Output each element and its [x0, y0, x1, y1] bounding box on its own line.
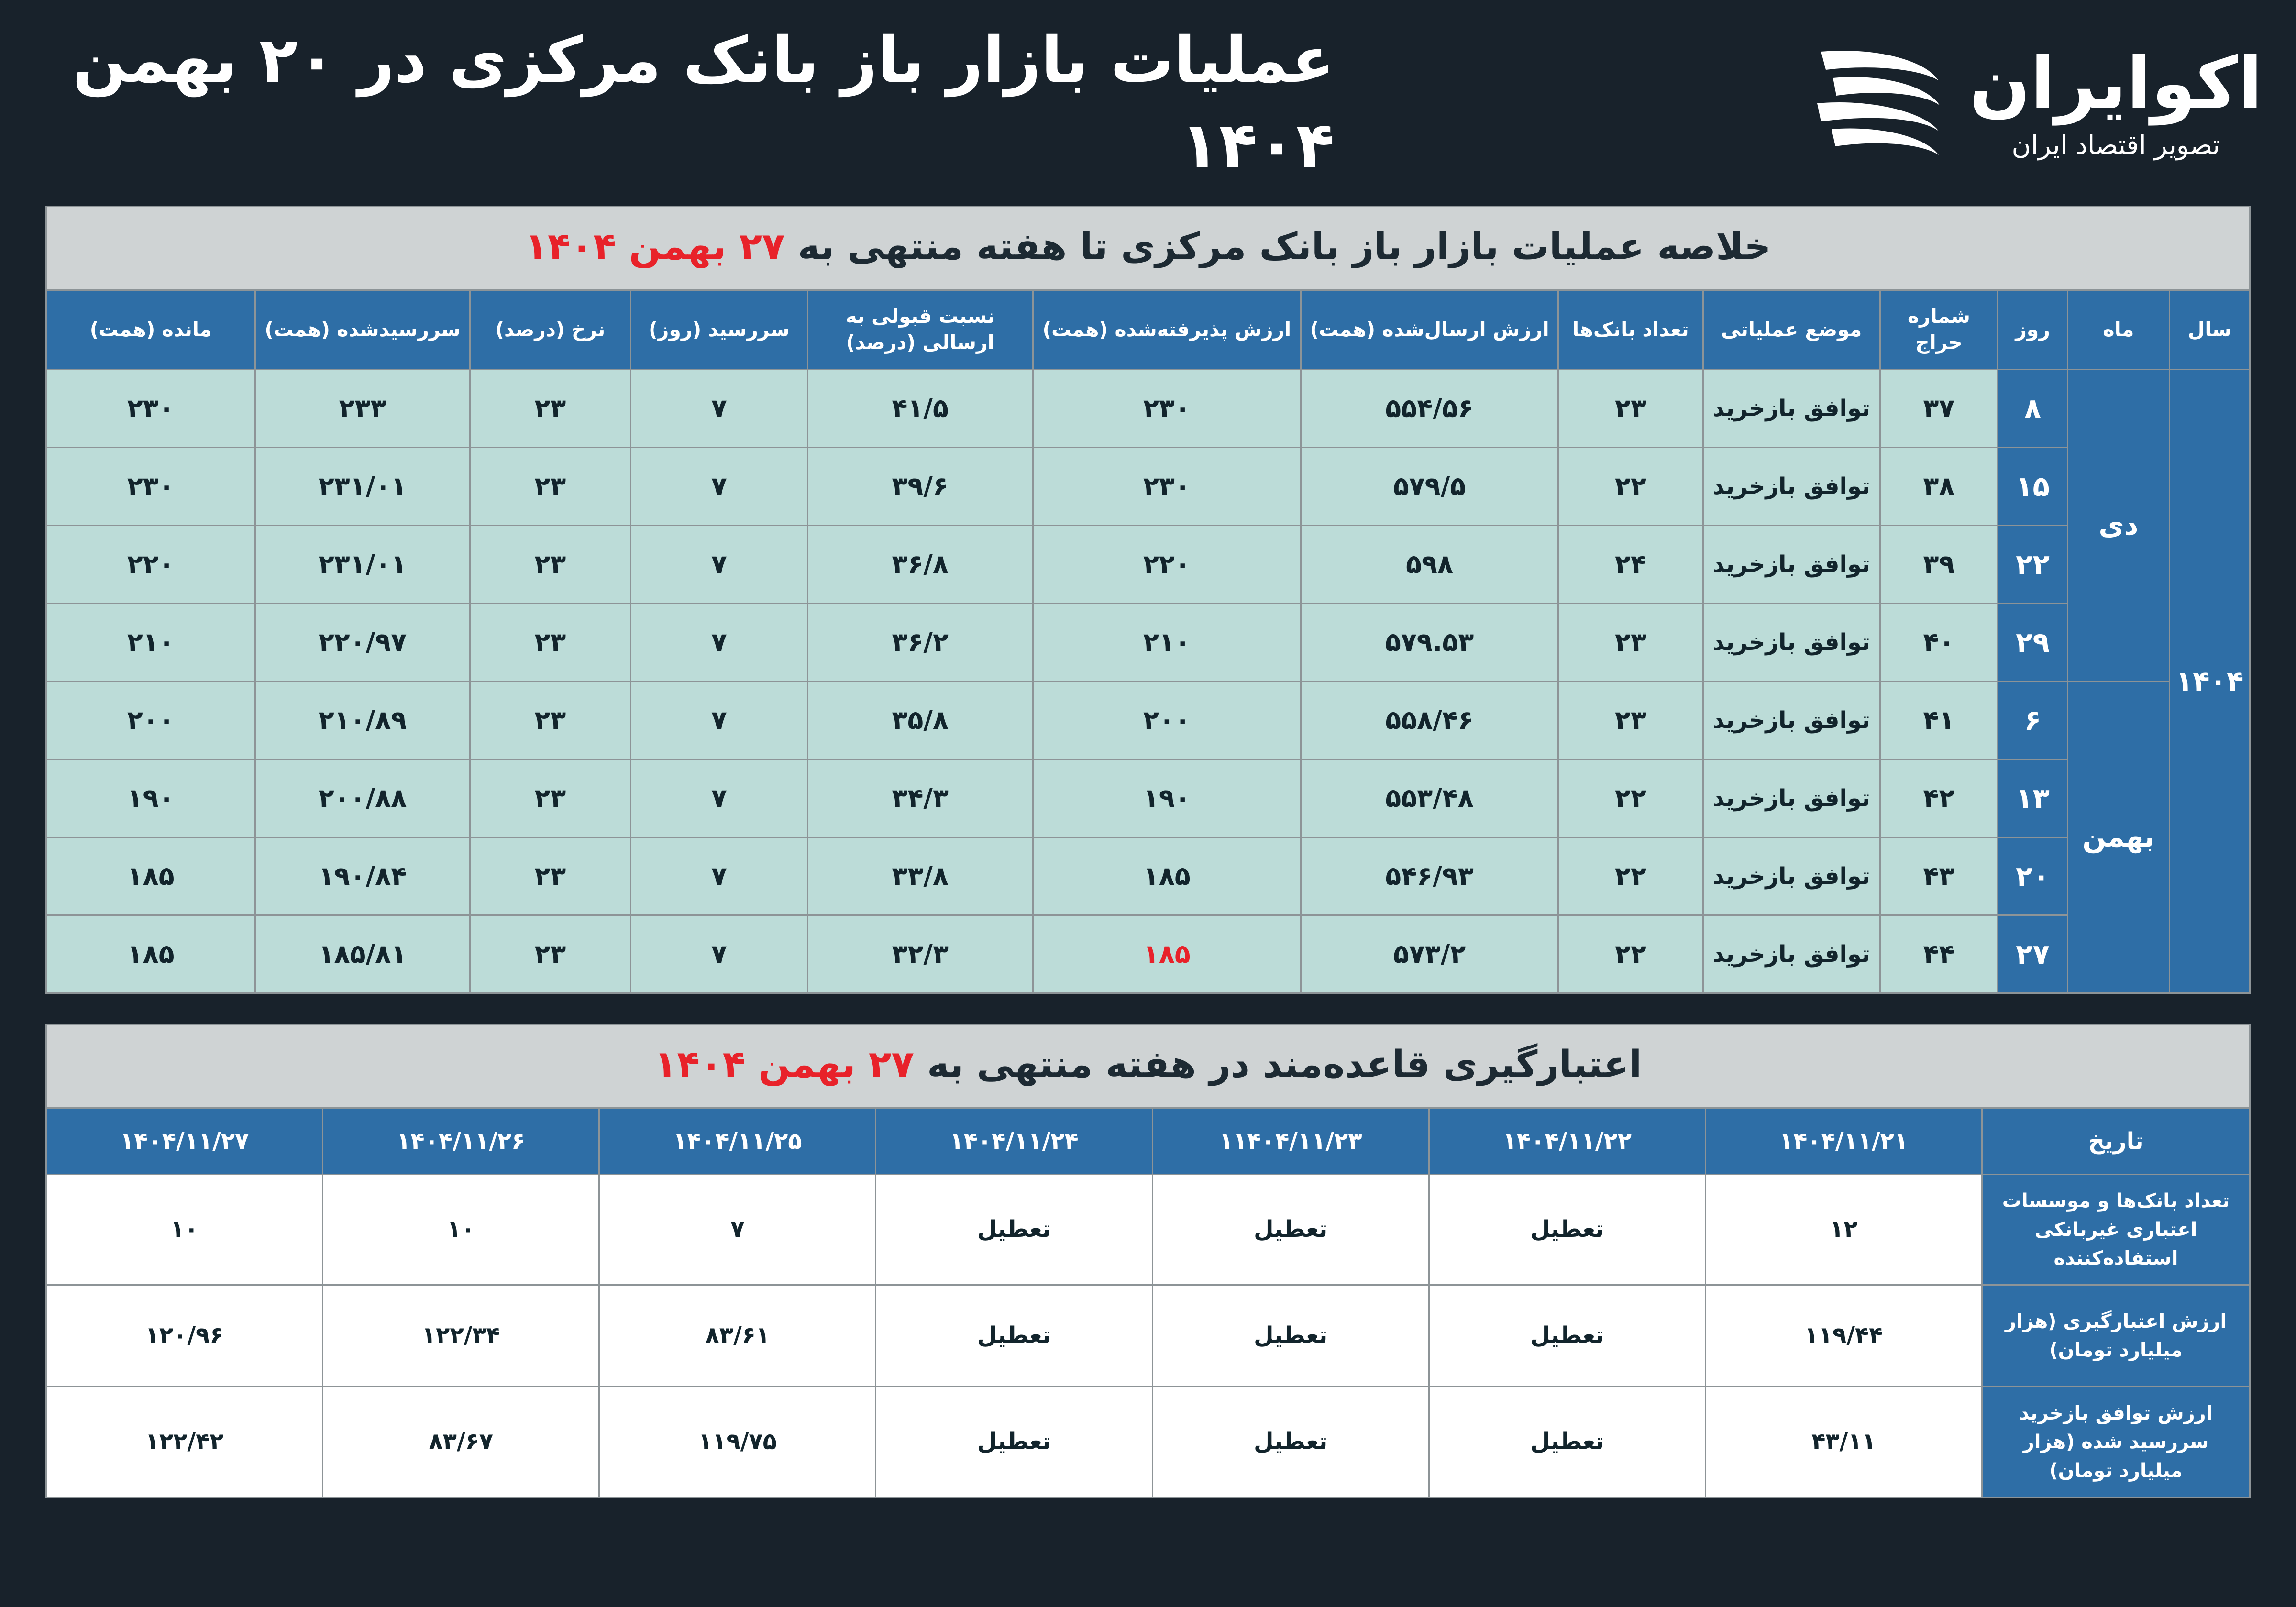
cell-value-2: تعطیل: [1429, 1285, 1705, 1387]
cell-sent-value: ۵۵۴/۵۶: [1301, 369, 1558, 447]
cell-sent-value: ۵۵۳/۴۸: [1301, 759, 1558, 837]
open-market-table-body: [46, 369, 2250, 993]
cell-acceptance-ratio: ۳۳/۸: [807, 837, 1033, 915]
cell-maturity-days: ۷: [630, 837, 807, 915]
cell-value-6: ۸۳/۶۷: [323, 1387, 599, 1497]
cell-bank-count: ۲۲: [1558, 837, 1703, 915]
cell-sent-value: ۵۴۶/۹۳: [1301, 837, 1558, 915]
section2-title-accent: ۲۷ بهمن ۱۴۰۴: [654, 1043, 914, 1086]
cell-rate: ۲۳: [470, 837, 630, 915]
cell-matured: ۲۱۰/۸۹: [255, 681, 470, 759]
cell-year: ۱۴۰۴: [2169, 369, 2250, 993]
cell-rate: ۲۳: [470, 915, 630, 993]
cell-bank-count: ۲۴: [1558, 525, 1703, 603]
cell-acceptance-ratio: ۳۵/۸: [807, 681, 1033, 759]
cell-stance: توافق بازخرید: [1703, 915, 1880, 993]
cell-matured: ۲۳۳: [255, 369, 470, 447]
col-date-3: ۱۱۴۰۴/۱۱/۲۳: [1152, 1108, 1429, 1174]
table-row: [46, 1285, 2250, 1387]
cell-value-1: ۱۲: [1705, 1174, 1982, 1285]
cell-acceptance-ratio: ۳۶/۸: [807, 525, 1033, 603]
cell-acceptance-ratio: ۳۹/۶: [807, 447, 1033, 525]
row-label: تعداد بانک‌ها و موسسات اعتباری غیربانکی استفاده‌کننده: [1982, 1174, 2250, 1285]
col-date-7: ۱۴۰۴/۱۱/۲۷: [46, 1108, 323, 1174]
cell-value-1: ۴۳/۱۱: [1705, 1387, 1982, 1497]
section1-title: [45, 206, 2251, 289]
col-stance: موضع عملیاتی: [1703, 290, 1880, 370]
col-date-5: ۱۴۰۴/۱۱/۲۵: [599, 1108, 876, 1174]
row-label: ارزش اعتبارگیری (هزار میلیارد تومان): [1982, 1285, 2250, 1387]
cell-value-6: ۱۰: [323, 1174, 599, 1285]
cell-balance: ۲۰۰: [46, 681, 255, 759]
cell-stance: توافق بازخرید: [1703, 525, 1880, 603]
section-open-market-operations: [45, 206, 2251, 994]
cell-maturity-days: ۷: [630, 369, 807, 447]
cell-auction-number: ۳۷: [1880, 369, 1998, 447]
cell-value-7: ۱۲۲/۴۲: [46, 1387, 323, 1497]
cell-sent-value: ۵۷۹/۵: [1301, 447, 1558, 525]
cell-value-3: تعطیل: [1152, 1387, 1429, 1497]
cell-value-4: تعطیل: [876, 1285, 1152, 1387]
cell-acceptance-ratio: ۳۴/۳: [807, 759, 1033, 837]
section2-title-text: اعتبارگیری قاعده‌مند در هفته منتهی به: [914, 1043, 1642, 1086]
cell-auction-number: ۳۹: [1880, 525, 1998, 603]
cell-auction-number: ۴۲: [1880, 759, 1998, 837]
cell-bank-count: ۲۳: [1558, 603, 1703, 681]
cell-month: بهمن: [2067, 681, 2169, 993]
cell-maturity-days: ۷: [630, 447, 807, 525]
cell-value-5: ۷: [599, 1174, 876, 1285]
cell-matured: ۱۸۵/۸۱: [255, 915, 470, 993]
cell-rate: ۲۳: [470, 759, 630, 837]
brand-title: اکوایران: [1969, 42, 2263, 125]
col-balance: مانده (همت): [46, 290, 255, 370]
cell-matured: ۲۲۰/۹۷: [255, 603, 470, 681]
cell-accepted-value: ۲۱۰: [1033, 603, 1301, 681]
cell-day: ۲۰: [1998, 837, 2068, 915]
cell-matured: ۲۳۱/۰۱: [255, 525, 470, 603]
section1-title-accent: ۲۷ بهمن ۱۴۰۴: [525, 225, 785, 268]
cell-bank-count: ۲۲: [1558, 447, 1703, 525]
cell-accepted-value: ۲۳۰: [1033, 447, 1301, 525]
table-row: [46, 837, 2250, 915]
table-row: [46, 369, 2250, 447]
table-header-row: [46, 290, 2250, 370]
cell-auction-number: ۴۳: [1880, 837, 1998, 915]
cell-day: ۲۲: [1998, 525, 2068, 603]
col-date-6: ۱۴۰۴/۱۱/۲۶: [323, 1108, 599, 1174]
cell-value-4: تعطیل: [876, 1387, 1152, 1497]
brand-text: [1969, 42, 2263, 160]
open-market-table: [45, 289, 2251, 994]
table-row: [46, 1174, 2250, 1285]
cell-stance: توافق بازخرید: [1703, 759, 1880, 837]
cell-sent-value: ۵۷۹.۵۳: [1301, 603, 1558, 681]
cell-matured: ۲۰۰/۸۸: [255, 759, 470, 837]
table-row: [46, 759, 2250, 837]
cell-balance: ۱۸۵: [46, 915, 255, 993]
cell-value-1: ۱۱۹/۴۴: [1705, 1285, 1982, 1387]
cell-day: ۱۵: [1998, 447, 2068, 525]
col-date-4: ۱۴۰۴/۱۱/۲۴: [876, 1108, 1152, 1174]
cell-stance: توافق بازخرید: [1703, 837, 1880, 915]
section2-title: [45, 1024, 2251, 1107]
cell-accepted-value: ۲۰۰: [1033, 681, 1301, 759]
standing-facility-table: [45, 1107, 2251, 1498]
col-date-2: ۱۴۰۴/۱۱/۲۲: [1429, 1108, 1705, 1174]
cell-auction-number: ۴۱: [1880, 681, 1998, 759]
cell-acceptance-ratio: ۳۲/۳: [807, 915, 1033, 993]
cell-value-5: ۱۱۹/۷۵: [599, 1387, 876, 1497]
table-row: [46, 447, 2250, 525]
standing-facility-table-body: [46, 1174, 2250, 1497]
col-bank-count: تعداد بانک‌ها: [1558, 290, 1703, 370]
cell-sent-value: ۵۹۸: [1301, 525, 1558, 603]
cell-sent-value: ۵۵۸/۴۶: [1301, 681, 1558, 759]
cell-maturity-days: ۷: [630, 915, 807, 993]
col-date-label: تاریخ: [1982, 1108, 2250, 1174]
cell-value-7: ۱۲۰/۹۶: [46, 1285, 323, 1387]
page-header: [0, 0, 2296, 206]
cell-accepted-value: ۱۸۵: [1033, 915, 1301, 993]
cell-stance: توافق بازخرید: [1703, 681, 1880, 759]
col-day: روز: [1998, 290, 2068, 370]
cell-balance: ۱۸۵: [46, 837, 255, 915]
table-row: [46, 603, 2250, 681]
cell-bank-count: ۲۲: [1558, 759, 1703, 837]
cell-auction-number: ۳۸: [1880, 447, 1998, 525]
cell-rate: ۲۳: [470, 603, 630, 681]
col-maturity-days: سررسید (روز): [630, 290, 807, 370]
cell-acceptance-ratio: ۳۶/۲: [807, 603, 1033, 681]
cell-stance: توافق بازخرید: [1703, 603, 1880, 681]
brand-subtitle: تصویر اقتصاد ایران: [2011, 129, 2220, 160]
table-row: [46, 915, 2250, 993]
section1-title-text: خلاصه عملیات بازار باز بانک مرکزی تا هفته منتهی به: [784, 225, 1771, 268]
cell-balance: ۲۳۰: [46, 447, 255, 525]
cell-accepted-value: ۱۹۰: [1033, 759, 1301, 837]
cell-matured: ۲۳۱/۰۱: [255, 447, 470, 525]
cell-day: ۱۳: [1998, 759, 2068, 837]
cell-sent-value: ۵۷۳/۲: [1301, 915, 1558, 993]
cell-matured: ۱۹۰/۸۴: [255, 837, 470, 915]
cell-auction-number: ۴۰: [1880, 603, 1998, 681]
cell-rate: ۲۳: [470, 525, 630, 603]
table-row: [46, 525, 2250, 603]
cell-value-5: ۸۳/۶۱: [599, 1285, 876, 1387]
cell-value-6: ۱۲۲/۳۴: [323, 1285, 599, 1387]
cell-month: دی: [2067, 369, 2169, 681]
table-row: [46, 1387, 2250, 1497]
cell-balance: ۱۹۰: [46, 759, 255, 837]
col-sent-value: ارزش ارسال‌شده (همت): [1301, 290, 1558, 370]
cell-maturity-days: ۷: [630, 525, 807, 603]
cell-value-2: تعطیل: [1429, 1387, 1705, 1497]
row-label: ارزش توافق بازخرید سررسید شده (هزار میلیارد تومان): [1982, 1387, 2250, 1497]
cell-maturity-days: ۷: [630, 759, 807, 837]
cell-value-7: ۱۰: [46, 1174, 323, 1285]
cell-balance: ۲۱۰: [46, 603, 255, 681]
cell-bank-count: ۲۳: [1558, 681, 1703, 759]
cell-bank-count: ۲۲: [1558, 915, 1703, 993]
cell-value-3: تعطیل: [1152, 1285, 1429, 1387]
cell-balance: ۲۳۰: [46, 369, 255, 447]
col-month: ماه: [2067, 290, 2169, 370]
cell-accepted-value: ۲۲۰: [1033, 525, 1301, 603]
cell-maturity-days: ۷: [630, 603, 807, 681]
cell-accepted-value: ۲۳۰: [1033, 369, 1301, 447]
col-matured: سررسیدشده (همت): [255, 290, 470, 370]
page-title: عملیات بازار باز بانک مرکزی در ۲۰ بهمن ۱۴۰۴: [72, 23, 1335, 182]
cell-bank-count: ۲۳: [1558, 369, 1703, 447]
cell-day: ۲۹: [1998, 603, 2068, 681]
cell-auction-number: ۴۴: [1880, 915, 1998, 993]
cell-value-2: تعطیل: [1429, 1174, 1705, 1285]
col-auction-number: شماره حراج: [1880, 290, 1998, 370]
col-date-1: ۱۴۰۴/۱۱/۲۱: [1705, 1108, 1982, 1174]
cell-maturity-days: ۷: [630, 681, 807, 759]
cell-stance: توافق بازخرید: [1703, 447, 1880, 525]
cell-value-4: تعطیل: [876, 1174, 1152, 1285]
section-standing-facility: [45, 1024, 2251, 1498]
col-acceptance-ratio: نسبت قبولی به ارسالی (درصد): [807, 290, 1033, 370]
cell-rate: ۲۳: [470, 681, 630, 759]
section-divider: [0, 994, 2296, 1024]
cell-accepted-value: ۱۸۵: [1033, 837, 1301, 915]
cell-stance: توافق بازخرید: [1703, 369, 1880, 447]
col-year: سال: [2169, 290, 2250, 370]
eco-iran-swoosh-logo-icon: [1807, 42, 1950, 164]
col-accepted-value: ارزش پذیرفته‌شده (همت): [1033, 290, 1301, 370]
table-header-row: [46, 1108, 2250, 1174]
cell-balance: ۲۲۰: [46, 525, 255, 603]
cell-value-3: تعطیل: [1152, 1174, 1429, 1285]
col-rate: نرخ (درصد): [470, 290, 630, 370]
brand-logo: [1807, 42, 2263, 164]
cell-rate: ۲۳: [470, 369, 630, 447]
cell-day: ۸: [1998, 369, 2068, 447]
cell-day: ۶: [1998, 681, 2068, 759]
cell-acceptance-ratio: ۴۱/۵: [807, 369, 1033, 447]
table-row: [46, 681, 2250, 759]
cell-day: ۲۷: [1998, 915, 2068, 993]
cell-rate: ۲۳: [470, 447, 630, 525]
